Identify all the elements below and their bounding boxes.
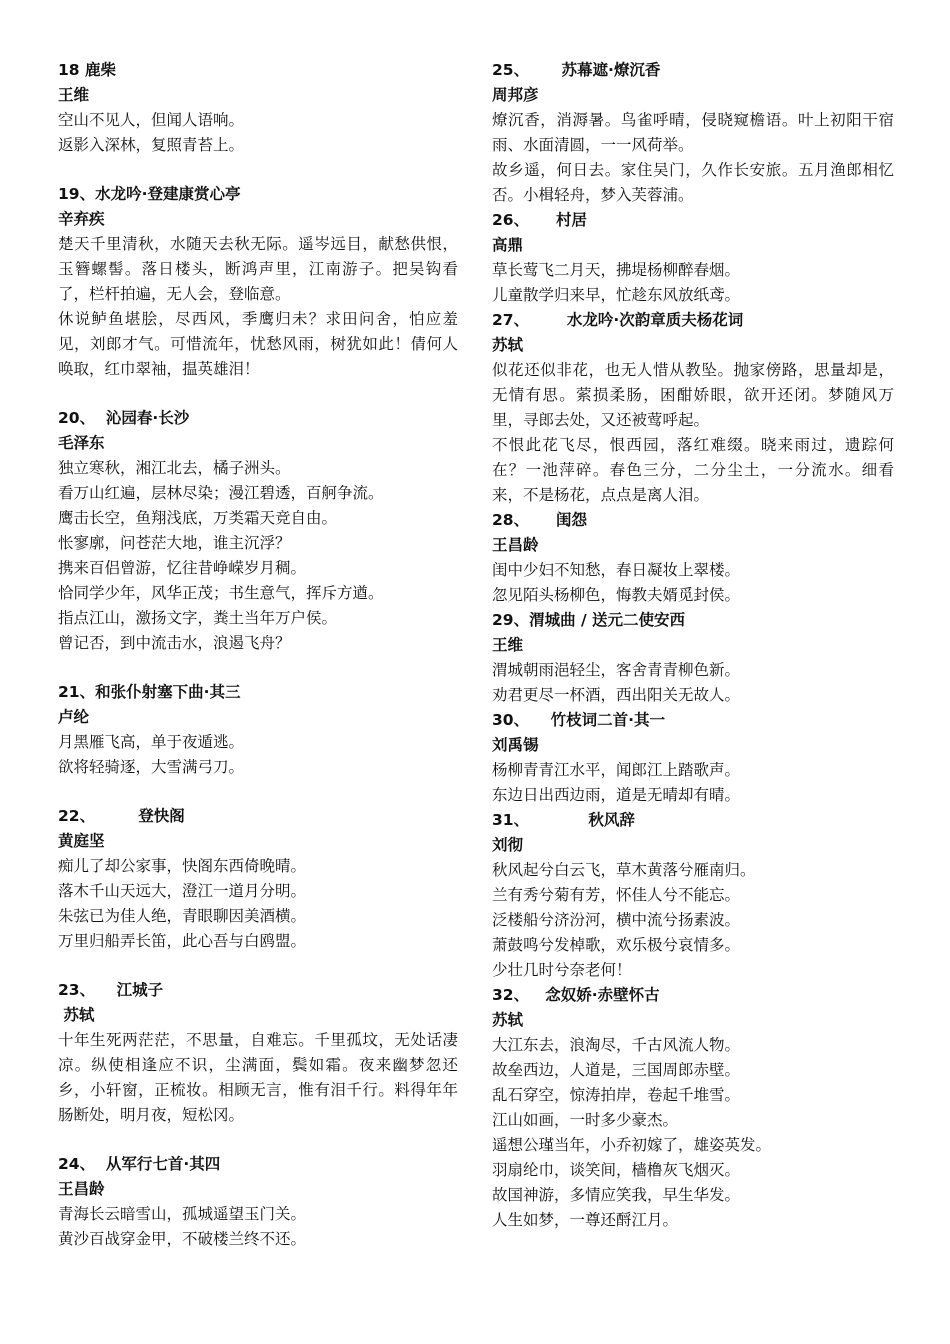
poem-line: 东边日出西边雨，道是无晴却有晴。	[492, 786, 741, 804]
poem-line: 空山不见人，但闻人语响。	[58, 111, 245, 129]
spacer	[58, 656, 458, 680]
spacer	[58, 158, 458, 182]
poem-author: 刘禹锡	[492, 736, 539, 754]
poem-entry	[492, 308, 894, 508]
poem-entry	[58, 1152, 458, 1252]
poem-line: 秋风起兮白云飞，草木黄落兮雁南归。	[492, 861, 756, 879]
poem-line: 兰有秀兮菊有芳，怀佳人兮不能忘。	[492, 886, 741, 904]
poem-line: 携来百侣曾游，忆往昔峥嵘岁月稠。	[58, 559, 307, 577]
poem-line: 返影入深林，复照青苔上。	[58, 136, 245, 154]
poem-line: 怅寥廓，问苍茫大地，谁主沉浮？	[58, 534, 291, 552]
poem-entry	[58, 978, 458, 1128]
poem-line: 少壮几时兮奈老何！	[492, 961, 632, 979]
poem-line: 曾记否，到中流击水，浪遏飞舟？	[58, 634, 291, 652]
poem-line: 黄沙百战穿金甲，不破楼兰终不还。	[58, 1230, 307, 1248]
poem-line: 欲将轻骑逐，大雪满弓刀。	[58, 758, 245, 776]
poem-paragraph: 楚天千里清秋，水随天去秋无际。遥岑远目，献愁供恨，玉簪螺髻。落日楼头，断鸿声里，江南游子。把吴钩看了，栏杆拍遍，无人会，登临意。	[58, 235, 458, 303]
poem-author: 周邦彦	[492, 86, 539, 104]
poem-author: 刘彻	[492, 836, 524, 854]
poem-paragraph: 似花还似非花，也无人惜从教坠。抛家傍路，思量却是，无情有思。萦损柔肠，困酣娇眼，欲开还闭。梦随风万里，寻郎去处，又还被莺呼起。	[492, 361, 894, 429]
poem-line: 人生如梦，一尊还酹江月。	[492, 1211, 679, 1229]
poem-title: 31、 秋风辞	[492, 811, 635, 829]
poem-line: 故国神游，多情应笑我，早生华发。	[492, 1186, 741, 1204]
poem-entry	[492, 58, 894, 208]
poem-line: 青海长云暗雪山，孤城遥望玉门关。	[58, 1205, 307, 1223]
poem-line: 痴儿了却公家事，快阁东西倚晚晴。	[58, 857, 307, 875]
poem-author: 苏轼	[492, 1011, 524, 1029]
poem-author: 黄庭坚	[58, 832, 105, 850]
poem-entry	[58, 680, 458, 780]
poem-title: 32、 念奴娇·赤壁怀古	[492, 986, 660, 1004]
poem-paragraph: 故乡遥，何日去。家住吴门，久作长安旅。五月渔郎相忆否。小楫轻舟，梦入芙蓉浦。	[492, 161, 894, 204]
poem-entry	[58, 182, 458, 382]
poem-line: 闺中少妇不知愁，春日凝妆上翠楼。	[492, 561, 741, 579]
poem-line: 指点江山，激扬文字，粪土当年万户侯。	[58, 609, 338, 627]
poem-title: 28、 闺怨	[492, 511, 588, 529]
poem-author: 王昌龄	[58, 1180, 105, 1198]
poem-entry	[492, 508, 894, 608]
poem-paragraph: 十年生死两茫茫，不思量，自难忘。千里孤坟，无处话凄凉。纵使相逢应不识，尘满面，鬓如霜。夜来幽梦忽还乡，小轩窗，正梳妆。相顾无言，惟有泪千行。料得年年肠断处，明月夜，短松冈。	[58, 1031, 458, 1124]
poem-title: 30、 竹枝词二首·其一	[492, 711, 666, 729]
spacer	[58, 954, 458, 978]
poem-line: 儿童散学归来早，忙趁东风放纸鸢。	[492, 286, 741, 304]
poem-title: 19、水龙吟·登建康赏心亭	[58, 185, 241, 203]
poem-line: 大江东去，浪淘尽，千古风流人物。	[492, 1036, 741, 1054]
poem-paragraph: 不恨此花飞尽，恨西园，落红难缀。晓来雨过，遗踪何在？一池萍碎。春色三分，二分尘土，一分流水。细看来，不是杨花，点点是离人泪。	[492, 436, 894, 504]
poem-line: 遥想公瑾当年，小乔初嫁了，雄姿英发。	[492, 1136, 772, 1154]
poem-entry	[492, 608, 894, 708]
poem-line: 鹰击长空，鱼翔浅底，万类霜天竞自由。	[58, 509, 338, 527]
poem-line: 草长莺飞二月天，拂堤杨柳醉春烟。	[492, 261, 741, 279]
poem-line: 羽扇纶巾，谈笑间，樯橹灰飞烟灭。	[492, 1161, 741, 1179]
poem-line: 萧鼓鸣兮发棹歌，欢乐极兮哀情多。	[492, 936, 741, 954]
poem-author: 王维	[492, 636, 524, 654]
poem-title: 25、 苏幕遮·燎沉香	[492, 61, 661, 79]
poem-line: 江山如画，一时多少豪杰。	[492, 1111, 679, 1129]
poem-author: 辛弃疾	[58, 210, 105, 228]
poem-line: 泛楼船兮济汾河，横中流兮扬素波。	[492, 911, 741, 929]
poem-entry	[58, 406, 458, 656]
poem-line: 看万山红遍，层林尽染；漫江碧透，百舸争流。	[58, 484, 384, 502]
poem-entry	[492, 808, 894, 983]
poem-title: 26、 村居	[492, 211, 588, 229]
poem-author: 卢纶	[58, 708, 90, 726]
poem-title: 22、 登快阁	[58, 807, 185, 825]
left-column	[58, 58, 458, 1252]
poem-line: 恰同学少年，风华正茂；书生意气，挥斥方遒。	[58, 584, 384, 602]
poem-author: 苏轼	[58, 1006, 95, 1024]
right-column	[492, 58, 894, 1233]
poem-line: 落木千山天远大，澄江一道月分明。	[58, 882, 307, 900]
poem-title: 23、 江城子	[58, 981, 164, 999]
poem-title: 20、 沁园春·长沙	[58, 409, 190, 427]
poem-line: 乱石穿空，惊涛拍岸，卷起千堆雪。	[492, 1086, 741, 1104]
poem-line: 故垒西边，人道是，三国周郎赤壁。	[492, 1061, 741, 1079]
poem-title: 21、和张仆射塞下曲·其三	[58, 683, 241, 701]
spacer	[58, 382, 458, 406]
spacer	[58, 1128, 458, 1152]
poem-entry	[492, 983, 894, 1233]
poem-entry	[492, 708, 894, 808]
poem-title: 24、 从军行七首·其四	[58, 1155, 221, 1173]
poem-author: 王昌龄	[492, 536, 539, 554]
poem-line: 忽见陌头杨柳色，悔教夫婿觅封侯。	[492, 586, 741, 604]
poem-line: 杨柳青青江水平，闻郎江上踏歌声。	[492, 761, 741, 779]
poem-line: 月黑雁飞高，单于夜遁逃。	[58, 733, 245, 751]
poem-author: 王维	[58, 86, 90, 104]
poem-entry	[58, 804, 458, 954]
poem-line: 万里归船弄长笛，此心吾与白鸥盟。	[58, 932, 307, 950]
poem-line: 劝君更尽一杯酒，西出阳关无故人。	[492, 686, 741, 704]
poem-title: 18 鹿柴	[58, 61, 116, 79]
poem-title: 29、渭城曲 / 送元二使安西	[492, 611, 686, 629]
poem-line: 朱弦已为佳人绝，青眼聊因美酒横。	[58, 907, 307, 925]
poem-author: 苏轼	[492, 336, 524, 354]
poem-author: 高鼎	[492, 236, 524, 254]
spacer	[58, 780, 458, 804]
poem-entry	[58, 58, 458, 158]
poem-paragraph: 休说鲈鱼堪脍，尽西风，季鹰归未？求田问舍，怕应羞见，刘郎才气。可惜流年，忧愁风雨，树犹如此！倩何人唤取，红巾翠袖，揾英雄泪！	[58, 310, 458, 378]
poem-title: 27、 水龙吟·次韵章质夫杨花词	[492, 311, 744, 329]
poem-author: 毛泽东	[58, 434, 105, 452]
poem-line: 独立寒秋，湘江北去，橘子洲头。	[58, 459, 291, 477]
poem-paragraph: 燎沉香，消溽暑。鸟雀呼晴，侵晓窥檐语。叶上初阳干宿雨、水面清圆，一一风荷举。	[492, 111, 894, 154]
poem-entry	[492, 208, 894, 308]
poem-line: 渭城朝雨浥轻尘，客舍青青柳色新。	[492, 661, 741, 679]
